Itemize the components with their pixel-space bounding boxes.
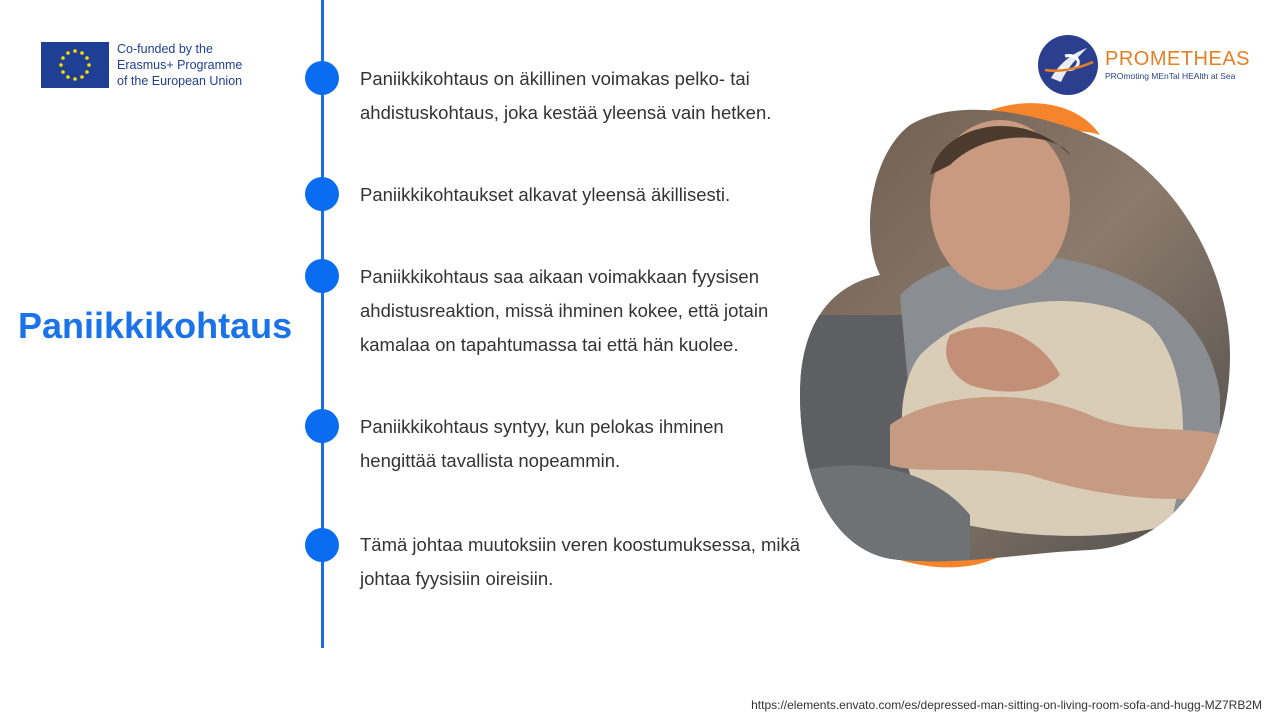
bullet-text-2: Paniikkikohtaukset alkavat yleensä äkillisesti. [360,184,731,205]
bullet-text-5: Tämä johtaa muutoksiin veren koostumuksessa, mikä johtaa fyysisiin oireisiin. [360,534,801,589]
timeline-dot [305,177,339,211]
bullet-text-3: Paniikkikohtaus saa aikaan voimakkaan fyysisen ahdistusreaktion, missä ihminen kokee, että jotain kamalaa on tapahtumassa tai että hän kuolee. [360,266,769,355]
bullet-text-1: Paniikkikohtaus on äkillinen voimakas pelko- tai ahdistuskohtaus, joka kestää yleensä vain hetken. [360,68,772,123]
image-source-url: https://elements.envato.com/es/depressed-man-sitting-on-living-room-sofa-and-hugg-MZ7RB2M [751,698,1262,712]
eu-line-3: of the European Union [117,74,243,88]
timeline-dot [305,409,339,443]
slide-title: Paniikkikohtaus [18,305,293,346]
eu-flag-icon [41,42,109,88]
man-hugging-pillow-photo [790,95,1235,570]
bullet-text-4: Paniikkikohtaus syntyy, kun pelokas ihminen hengittää tavallista nopeammin. [360,416,724,471]
timeline-dot [305,259,339,293]
timeline-dot [305,61,339,95]
prometheas-tagline: PROmoting MEnTal HEAlth at Sea [1105,71,1236,81]
eu-erasmus-logo [41,41,242,89]
prometheas-logo [1037,34,1250,96]
prometheas-name: PROMETHEAS [1105,48,1251,70]
eu-line-2: Erasmus+ Programme [117,58,243,72]
eu-line-1: Co-funded by the [117,42,213,56]
eu-cofunded-text [117,41,242,89]
timeline-dot [305,528,339,562]
prometheas-emblem-icon [1037,34,1099,96]
